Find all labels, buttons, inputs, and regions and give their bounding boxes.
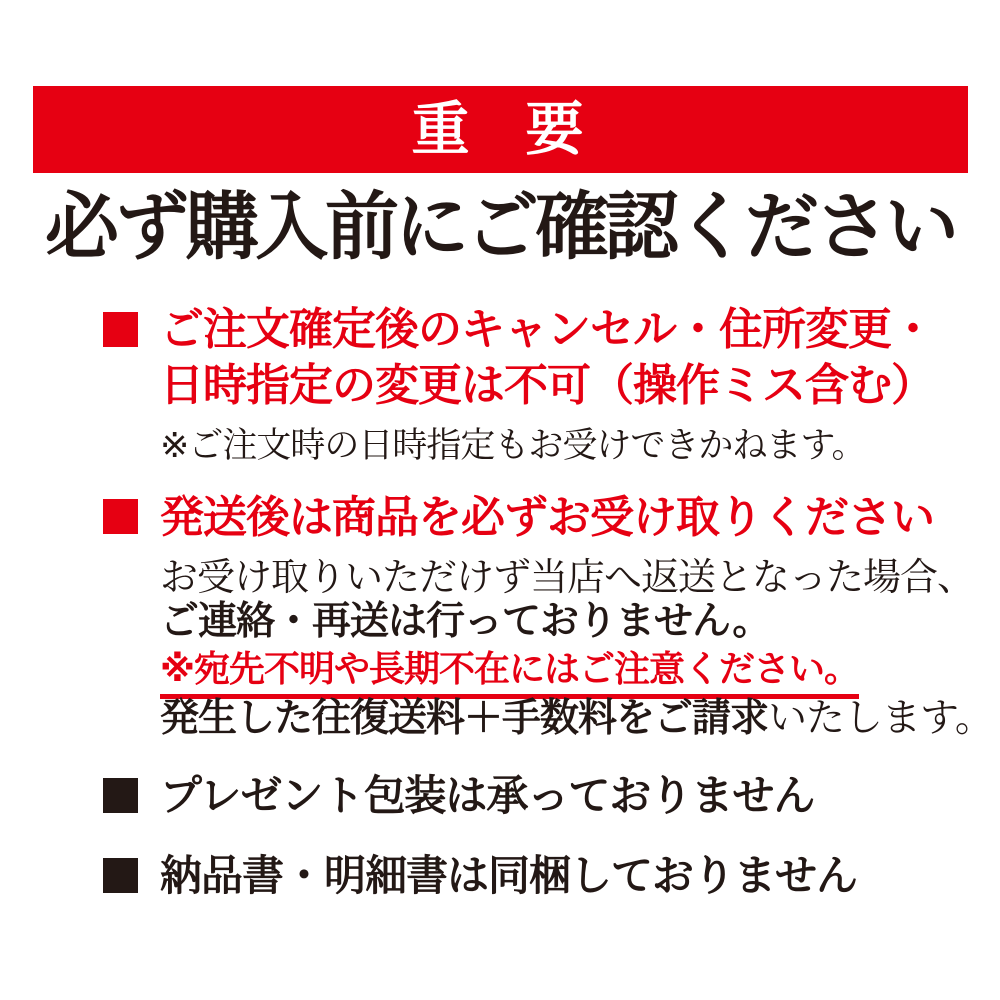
cancel-policy-note: ※ご注文時の日時指定もお受けできかねます。 xyxy=(160,426,866,465)
page-title: 必ず購入前にご確認ください xyxy=(45,185,955,268)
return-case-line: お受け取りいただけず当店へ返送となった場合、 xyxy=(160,557,975,599)
fee-charge-line xyxy=(160,697,993,742)
black-square-bullet-icon xyxy=(103,858,138,893)
black-square-bullet-icon xyxy=(103,778,138,813)
cancel-policy-line-2: 日時指定の変更は不可（操作ミス含む） xyxy=(160,361,934,410)
red-square-bullet-icon xyxy=(103,499,138,534)
no-gift-wrap-title: プレゼント包装は承っておりません xyxy=(160,772,815,819)
important-banner-label: 重 要 xyxy=(411,96,590,162)
cancel-policy-line-1: ご注文確定後のキャンセル・住所変更・ xyxy=(160,305,934,354)
no-invoice-title: 納品書・明細書は同梱しておりません xyxy=(160,852,858,899)
receive-package-title: 発送後は商品を必ずお受け取りください xyxy=(160,493,934,542)
address-warning-wrap xyxy=(160,648,859,699)
no-recontact-line: ご連絡・再送は行っておりません。 xyxy=(160,600,771,643)
address-warning-line: ※宛先不明や長期不在にはご注意ください。 xyxy=(160,648,859,699)
important-banner xyxy=(33,86,968,173)
red-square-bullet-icon xyxy=(103,312,138,347)
fee-charge-regular-part: いたします。 xyxy=(768,697,993,740)
fee-charge-bold-part: 発生した往復送料＋手数料をご請求 xyxy=(160,697,769,740)
